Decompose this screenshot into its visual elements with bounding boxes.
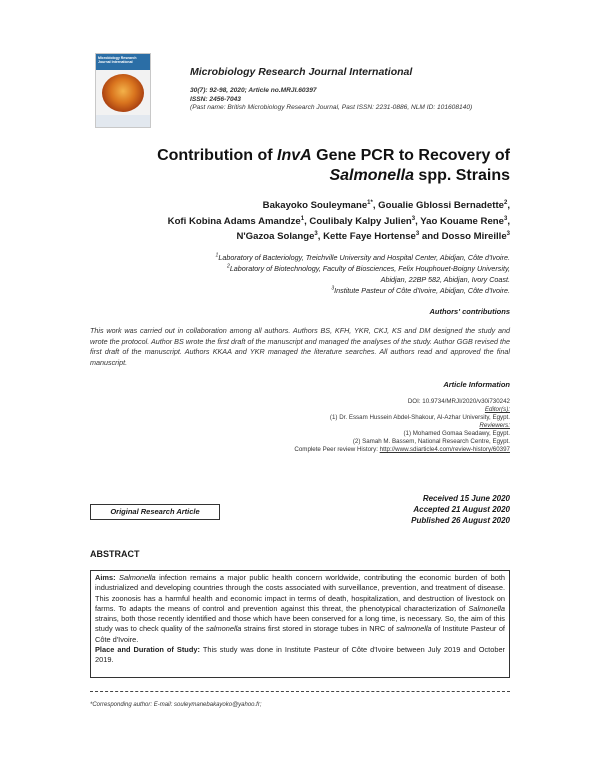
genus-name: Salmonella [329, 167, 414, 184]
published-date: Published 26 August 2020 [411, 516, 510, 525]
doi: DOI: 10.9734/MRJI/2020/v30i730242 [407, 398, 510, 405]
editor-label: Editor(s): [484, 406, 510, 413]
author-list [70, 198, 510, 245]
affiliation: Abidjan, 22BP 582, Abidjan, Ivory Coast. [380, 275, 510, 284]
journal-meta [190, 87, 472, 113]
accepted-date: Accepted 21 August 2020 [413, 505, 510, 514]
review-history: Complete Peer review History: http://www.sdiarticle4.com/review-history/60397 [294, 446, 510, 453]
gene-name: InvA [277, 147, 312, 164]
footnote-separator [90, 691, 510, 692]
issn: ISSN: 2456-7043 [190, 95, 241, 103]
affiliation: $^2$Laboratory of Biotechnology, Faculty of Biosciences, Felix Houphouet-Boigny University, [227, 263, 510, 273]
abstract-heading: ABSTRACT [90, 549, 140, 559]
reviewers-label: Reviewers: [479, 422, 510, 429]
cover-illustration [102, 74, 144, 112]
abstract-box [90, 570, 510, 678]
journal-name: Microbiology Research Journal International [190, 66, 413, 78]
affiliation: $^1$Laboratory of Bacteriology, Treichville University and Hospital Center, Abidjan, Côte d'Ivoire. [215, 252, 510, 262]
reviewer: (2) Samah M. Bassem, National Research Centre, Egypt. [352, 438, 510, 445]
citation: 30(7): 92-98, 2020; Article no.MRJI.60397 [190, 87, 317, 94]
contributions-heading: Authors' contributions [429, 307, 510, 316]
paper-title-line-2: Salmonella spp. Strains [329, 167, 510, 184]
article-type-badge: Original Research Article [90, 504, 220, 520]
past-name: (Past name: British Microbiology Research Journal, Past ISSN: 2231-0886, NLM ID: 101608140) [190, 104, 473, 112]
affiliations [100, 252, 510, 296]
editor: (1) Dr. Essam Hussein Abdel-Shakour, Al-Azhar University, Egypt. [329, 414, 510, 421]
author-line-1: Bakayoko Souleymane$^{1*}$, Goualie Gblossi Bernadette$^2$, [262, 199, 510, 211]
reviewer: (1) Mohamed Gomaa Seadawy, Egypt. [403, 430, 510, 437]
review-history-link[interactable]: http://www.sdiarticle4.com/review-history/60397 [379, 446, 510, 453]
paper-title-line-1: Contribution of InvA Gene PCR to Recovery of [157, 147, 510, 164]
affiliation: $^3$Institute Pasteur of Côte d'Ivoire, Abidjan, Côte d'Ivoire. [331, 285, 510, 295]
abstract-aims: Aims: Salmonella infection remains a major public health concern worldwide, contributing the economic burden of both industrialized and developing countries through the costs associated with surveillance, prevention, and treatment of disease. This zoonosis has a harmful health and economic impact in terms of death, hospitalization, and destruction of livestock on farms. To adapts the means of control and prevention against this threat, the phenotypical characterization of Salmonella strains, both those recently identified and those which have been conserved for a long time, is necessary. So, the aim of this study was to check quality of the salmonella strains first stored in storage tubes in NRC of salmonella of Institute Pasteur of Côte d'Ivoire. [95, 573, 505, 644]
article-info-heading: Article Information [443, 380, 510, 389]
contributions-text: This work was carried out in collaboration among all authors. Authors BS, KFH, YKR, CKJ, KS and DM designed the study and wrote the protocol. Author BS wrote the first draft of the manuscript and managed the analyses of the study. Author GGB revised the first draft of the manuscript. Authors KKAA and YKR managed the literature searches. All authors read and approved the final manuscript. [90, 326, 510, 367]
received-date: Received 15 June 2020 [422, 494, 510, 503]
journal-cover-thumbnail [95, 53, 151, 128]
cover-footer [96, 115, 150, 127]
author-line-2: Kofi Kobina Adams Amandze$^1$, Coulibaly Kalpy Julien$^3$, Yao Kouame Rene$^3$, [167, 215, 510, 227]
author-line-3: N'Gazoa Solange$^3$, Kette Faye Hortense$^3$ and Dosso Mireille$^3$ [236, 230, 510, 242]
cover-title-band: Microbiology Research Journal International [96, 54, 150, 70]
corresponding-author: *Corresponding author: E-mail: souleymanebakayoko@yahoo.fr; [90, 702, 262, 708]
publication-dates [411, 493, 510, 526]
abstract-place: Place and Duration of Study: This study was done in Institute Pasteur of Côte d'Ivoire between July 2019 and October 2019. [95, 645, 506, 665]
article-info [250, 398, 510, 454]
